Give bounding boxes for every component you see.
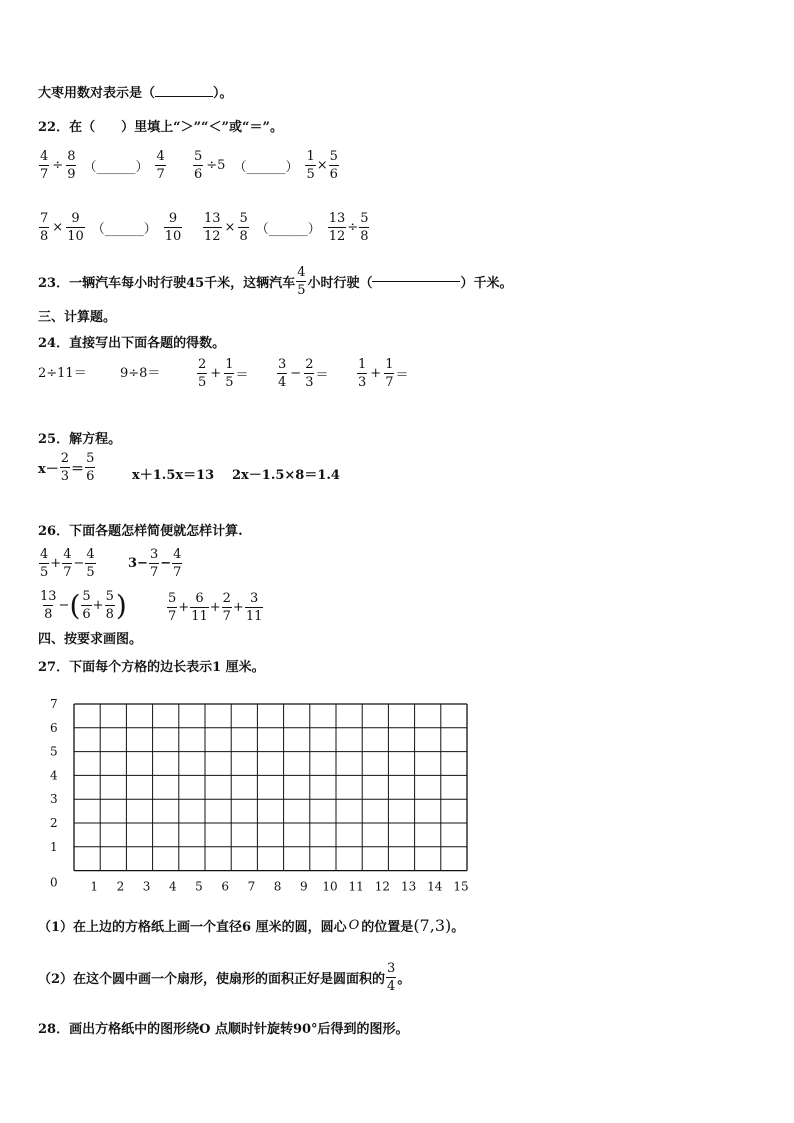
q27-sub1: （1）在上边的方格纸上画一个直径6 厘米的圆，圆心 O 的位置是 (7,3) 。: [38, 916, 465, 935]
y-tick-label: 4: [50, 768, 58, 783]
answer-blank[interactable]: [155, 96, 213, 97]
fraction: $\frac{13}{12}$: [204, 211, 221, 244]
grid-paper[interactable]: [40, 690, 480, 896]
x-tick-label: 2: [116, 879, 125, 894]
x-tick-label: 14: [427, 879, 443, 894]
fraction: $\frac{5}{6}$: [194, 149, 203, 182]
x-tick-label: 10: [322, 879, 338, 894]
q25-eq3: 2x－1.5×8＝1.4: [232, 468, 340, 483]
fraction: $\frac{5}{8}$: [360, 211, 369, 244]
fraction: $\frac{13}{12}$: [328, 211, 346, 244]
question-23: 23． 一辆汽车每小时行驶45千米，这辆汽车 $\frac{4}{5}$ 小时行驶（ ）千米。: [38, 265, 513, 298]
x-tick-label: 11: [348, 879, 364, 894]
q27-sub2: （2）在这个圆中画一个扇形，使扇形的面积正好是圆面积的 $\frac{3}{4}$ 。: [38, 961, 411, 994]
section-4-heading: 四、按要求画图。: [38, 632, 143, 647]
q22-row1-item2: $\frac{5}{6}$ ÷5 （______） $\frac{1}{5}$ × $\frac{5}{6}$: [194, 149, 338, 182]
x-tick-label: 4: [168, 879, 177, 894]
section-3-heading: 三、计算题。: [38, 310, 117, 325]
y-tick-label: 7: [50, 697, 58, 711]
q22-row1-item1: $\frac{4}{7}$ ÷ $\frac{8}{9}$ （______） $\frac{4}{7}$: [40, 149, 165, 182]
x-tick-label: 13: [400, 879, 417, 894]
q26-expr1: $\frac{4}{5}$ + $\frac{4}{7}$ − $\frac{4}{5}$: [40, 547, 95, 580]
q25-eq2: x＋1.5x＝13: [132, 468, 215, 483]
q24-item4: $\frac{3}{4}$ − $\frac{2}{3}$ ＝: [278, 357, 329, 390]
y-tick-label: 0: [50, 875, 58, 890]
x-tick-label: 15: [453, 879, 469, 894]
q26-expr3: $\frac{13}{8}$ − ( $\frac{5}{6}$ + $\frac{5}{8}$ ): [40, 588, 127, 622]
intro-line: 大枣用数对表示是（ ）。: [38, 86, 233, 101]
compare-blank[interactable]: （______）: [83, 160, 149, 175]
fraction: $\frac{7}{8}$: [40, 211, 49, 244]
q26-expr4: $\frac{5}{7}$ + $\frac{6}{11}$ + $\frac{2}{7}$ + $\frac{3}{11}$: [168, 591, 263, 624]
fraction: $\frac{9}{10}$: [164, 211, 182, 244]
q24-item3: $\frac{2}{5}$ + $\frac{1}{5}$ ＝: [198, 357, 249, 390]
fraction: $\frac{5}{6}$: [329, 149, 338, 182]
q26-expr2: 3− $\frac{3}{7}$ − $\frac{4}{7}$: [128, 547, 182, 580]
y-tick-label: 2: [50, 816, 58, 830]
fraction: $\frac{4}{7}$: [40, 149, 49, 182]
x-tick-label: 1: [90, 879, 99, 894]
q24-item2: 9÷8＝: [120, 366, 161, 381]
y-tick-label: 1: [50, 839, 58, 854]
x-tick-label: 12: [374, 879, 391, 894]
question-27: 27．下面每个方格的边长表示1 厘米。: [38, 660, 265, 675]
q22-row2-item2: $\frac{13}{12}$ × $\frac{5}{8}$ （______） $\frac{13}{12}$ ÷ $\frac{5}{8}$: [204, 211, 369, 244]
compare-blank[interactable]: （______）: [91, 222, 157, 237]
fraction: $\frac{8}{9}$: [67, 149, 76, 182]
y-tick-label: 3: [50, 792, 58, 807]
x-tick-label: 9: [299, 879, 308, 894]
question-24: 24．直接写出下面各题的得数。: [38, 336, 226, 351]
fraction: $\frac{4}{7}$: [156, 149, 165, 182]
q22-row2-item1: $\frac{7}{8}$ × $\frac{9}{10}$ （______） $\frac{9}{10}$: [40, 211, 182, 244]
y-tick-label: 6: [50, 720, 58, 735]
x-tick-label: 7: [247, 879, 256, 894]
x-tick-label: 8: [273, 879, 282, 894]
compare-blank[interactable]: （______）: [233, 160, 299, 175]
q24-item5: $\frac{1}{3}$ + $\frac{1}{7}$ ＝: [358, 357, 409, 390]
y-tick-label: 5: [50, 744, 58, 759]
question-25: 25．解方程。: [38, 432, 122, 447]
x-tick-label: 6: [221, 879, 230, 894]
question-26: 26．下面各题怎样简便就怎样计算.: [38, 524, 243, 539]
x-axis-labels: [90, 880, 468, 894]
x-tick-label: 5: [195, 879, 203, 894]
y-axis-labels: [50, 697, 58, 890]
x-tick-label: 3: [142, 879, 151, 894]
q25-eq1: x－ $\frac{2}{3}$ ＝ $\frac{5}{6}$: [38, 451, 95, 484]
q24-item1: 2÷11＝: [38, 366, 87, 381]
compare-blank[interactable]: （______）: [255, 222, 321, 237]
fraction: $\frac{4}{5}$: [297, 265, 306, 298]
fraction: $\frac{5}{8}$: [239, 211, 248, 244]
fraction: $\frac{9}{10}$: [67, 211, 84, 244]
question-22: 22．在（ ）里填上“＞”“＜”或“＝”。: [38, 120, 283, 135]
question-28: 28．画出方格纸中的图形绕O 点顺时针旋转90°后得到的图形。: [38, 1022, 409, 1037]
grid-lines: [74, 704, 467, 871]
answer-blank[interactable]: [372, 281, 460, 282]
fraction: $\frac{1}{5}$: [306, 149, 315, 182]
